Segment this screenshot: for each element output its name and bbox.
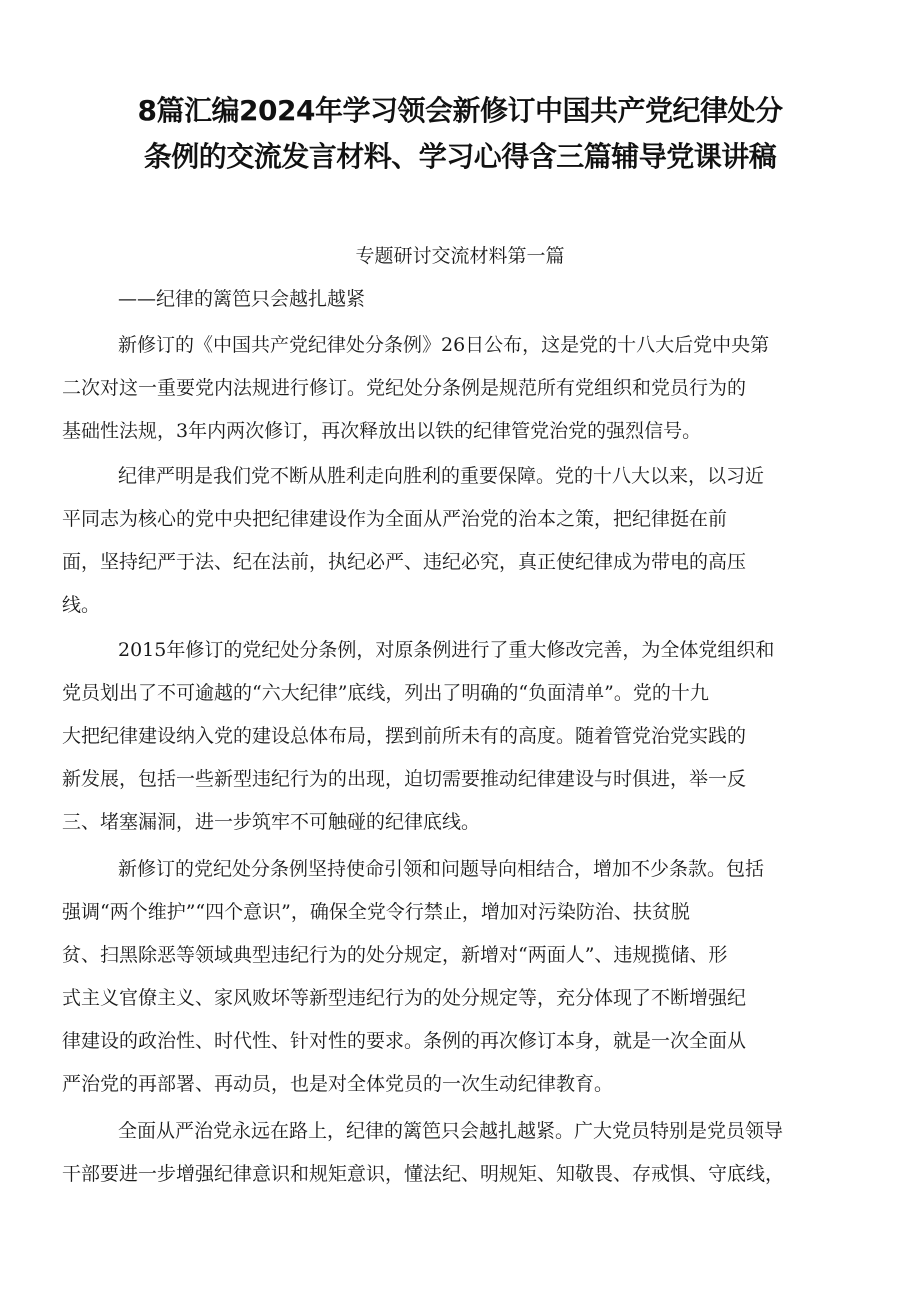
body-line: 律建设的政治性、时代性、针对性的要求。条例的再次修订本身，就是一次全面从 xyxy=(62,1030,747,1052)
section-subtitle: ——纪律的篱笆只会越扎越紧 xyxy=(118,288,366,310)
body-line: 面，坚持纪严于法、纪在法前，执纪必严、违纪必究，真正使纪律成为带电的高压 xyxy=(62,551,747,573)
body-line: 二次对这一重要党内法规进行修订。党纪处分条例是规范所有党组织和党员行为的 xyxy=(62,377,747,399)
body-line: 全面从严治党永远在路上，纪律的篱笆只会越扎越紧。广大党员特别是党员领导 xyxy=(118,1120,784,1142)
document-title-line-1: 8篇汇编2024年学习领会新修订中国共产党纪律处分 xyxy=(137,94,783,127)
body-line: 严治党的再部署、再动员，也是对全体党员的一次生动纪律教育。 xyxy=(62,1073,614,1095)
body-line: 贫、扫黑除恶等领域典型违纪行为的处分规定，新增对“两面人”、违规揽储、形 xyxy=(62,944,728,966)
body-line: 党员划出了不可逾越的“六大纪律”底线，列出了明确的“负面清单”。党的十九 xyxy=(62,682,709,704)
body-line: 三、堵塞漏洞，进一步筑牢不可触碰的纪律底线。 xyxy=(62,811,481,833)
document-title-line-2: 条例的交流发言材料、学习心得含三篇辅导党课讲稿 xyxy=(143,140,777,173)
body-line: 干部要进一步增强纪律意识和规矩意识，懂法纪、明规矩、知敬畏、存戒惧、守底线， xyxy=(62,1163,785,1185)
body-line: 式主义官僚主义、家风败坏等新型违纪行为的处分规定等，充分体现了不断增强纪 xyxy=(62,987,747,1009)
body-line: 强调“两个维护”“四个意识”，确保全党令行禁止，增加对污染防治、扶贫脱 xyxy=(62,901,690,923)
body-line: 新修订的党纪处分条例坚持使命引领和问题导向相结合，增加不少条款。包括 xyxy=(118,858,765,880)
body-line: 基础性法规，3年内两次修订，再次释放出以铁的纪律管党治党的强烈信号。 xyxy=(62,420,702,442)
body-line: 新发展，包括一些新型违纪行为的出现，迫切需要推动纪律建设与时俱进，举一反 xyxy=(62,768,747,790)
body-line: 纪律严明是我们党不断从胜利走向胜利的重要保障。党的十八大以来，以习近 xyxy=(118,465,765,487)
body-line: 2015年修订的党纪处分条例，对原条例进行了重大修改完善，为全体党组织和 xyxy=(118,639,775,661)
body-line: 大把纪律建设纳入党的建设总体布局，摆到前所未有的高度。随着管党治党实践的 xyxy=(62,725,747,747)
body-line: 平同志为核心的党中央把纪律建设作为全面从严治党的治本之策，把纪律挺在前 xyxy=(62,508,728,530)
body-line: 线。 xyxy=(62,594,101,616)
body-line: 新修订的《中国共产党纪律处分条例》26日公布，这是党的十八大后党中央第 xyxy=(118,334,770,356)
section-heading: 专题研讨交流材料第一篇 xyxy=(355,245,565,267)
